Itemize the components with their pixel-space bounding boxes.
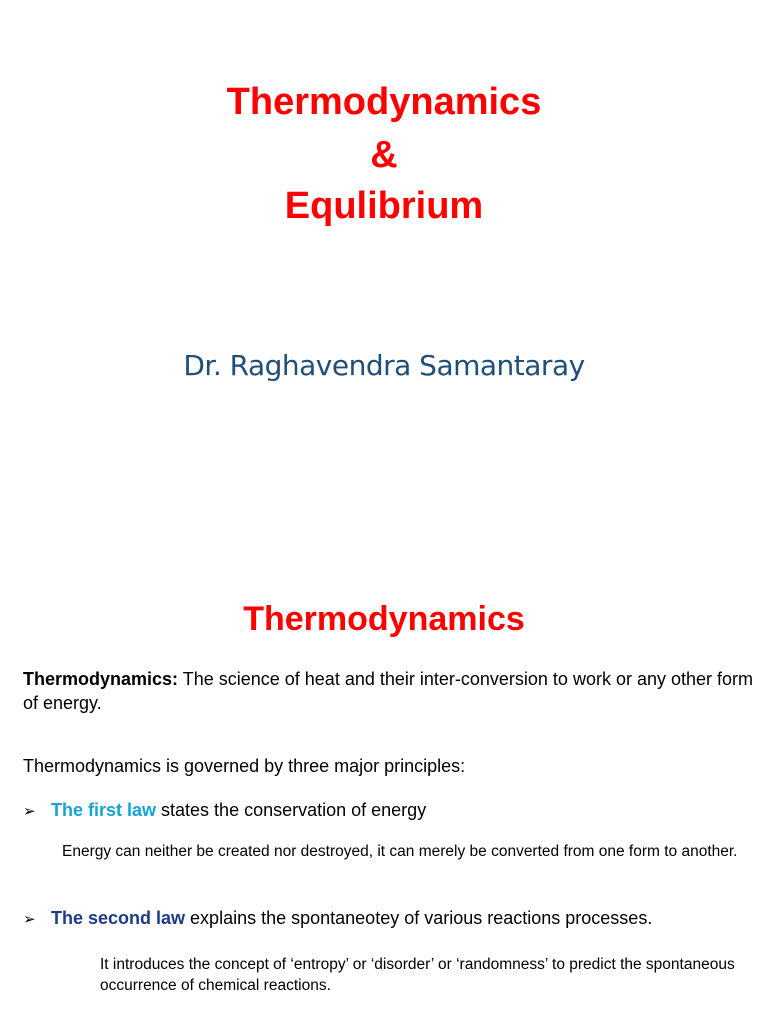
first-law-name: The first law: [51, 800, 157, 820]
definition-text: The science of heat and their inter-conversion to work or any other form of energy.: [23, 669, 754, 713]
second-law-detail: It introduces the concept of ‘entropy’ or ‘disorder’ or ‘randomness’ to predict the spontaneous occurrence of chemical reactions.: [100, 956, 735, 994]
content-slide: [0, 576, 768, 1024]
second-law-name: The second law: [51, 908, 186, 928]
author-name: Dr. Raghavendra Samantaray: [183, 349, 585, 382]
arrow-bullet-icon: ➢: [23, 911, 36, 928]
first-law-bullet: [23, 798, 763, 824]
second-law-bullet: [23, 906, 763, 932]
title-line-1: Thermodynamics: [226, 81, 542, 123]
slide-title: Thermodynamics: [243, 600, 525, 638]
title-line-2: &: [370, 134, 398, 176]
arrow-bullet-icon: ➢: [23, 803, 36, 820]
first-law-detail: Energy can neither be created nor destroyed, it can merely be converted from one form to another.: [62, 843, 738, 860]
first-law-text: states the conservation of energy: [156, 800, 427, 820]
definition-term: Thermodynamics:: [23, 669, 179, 689]
second-law-text: explains the spontaneotey of various reactions processes.: [185, 908, 653, 928]
definition-paragraph: [23, 667, 763, 715]
title-line-3: Equlibrium: [284, 185, 484, 227]
intro-paragraph: Thermodynamics is governed by three major principles:: [23, 756, 466, 776]
